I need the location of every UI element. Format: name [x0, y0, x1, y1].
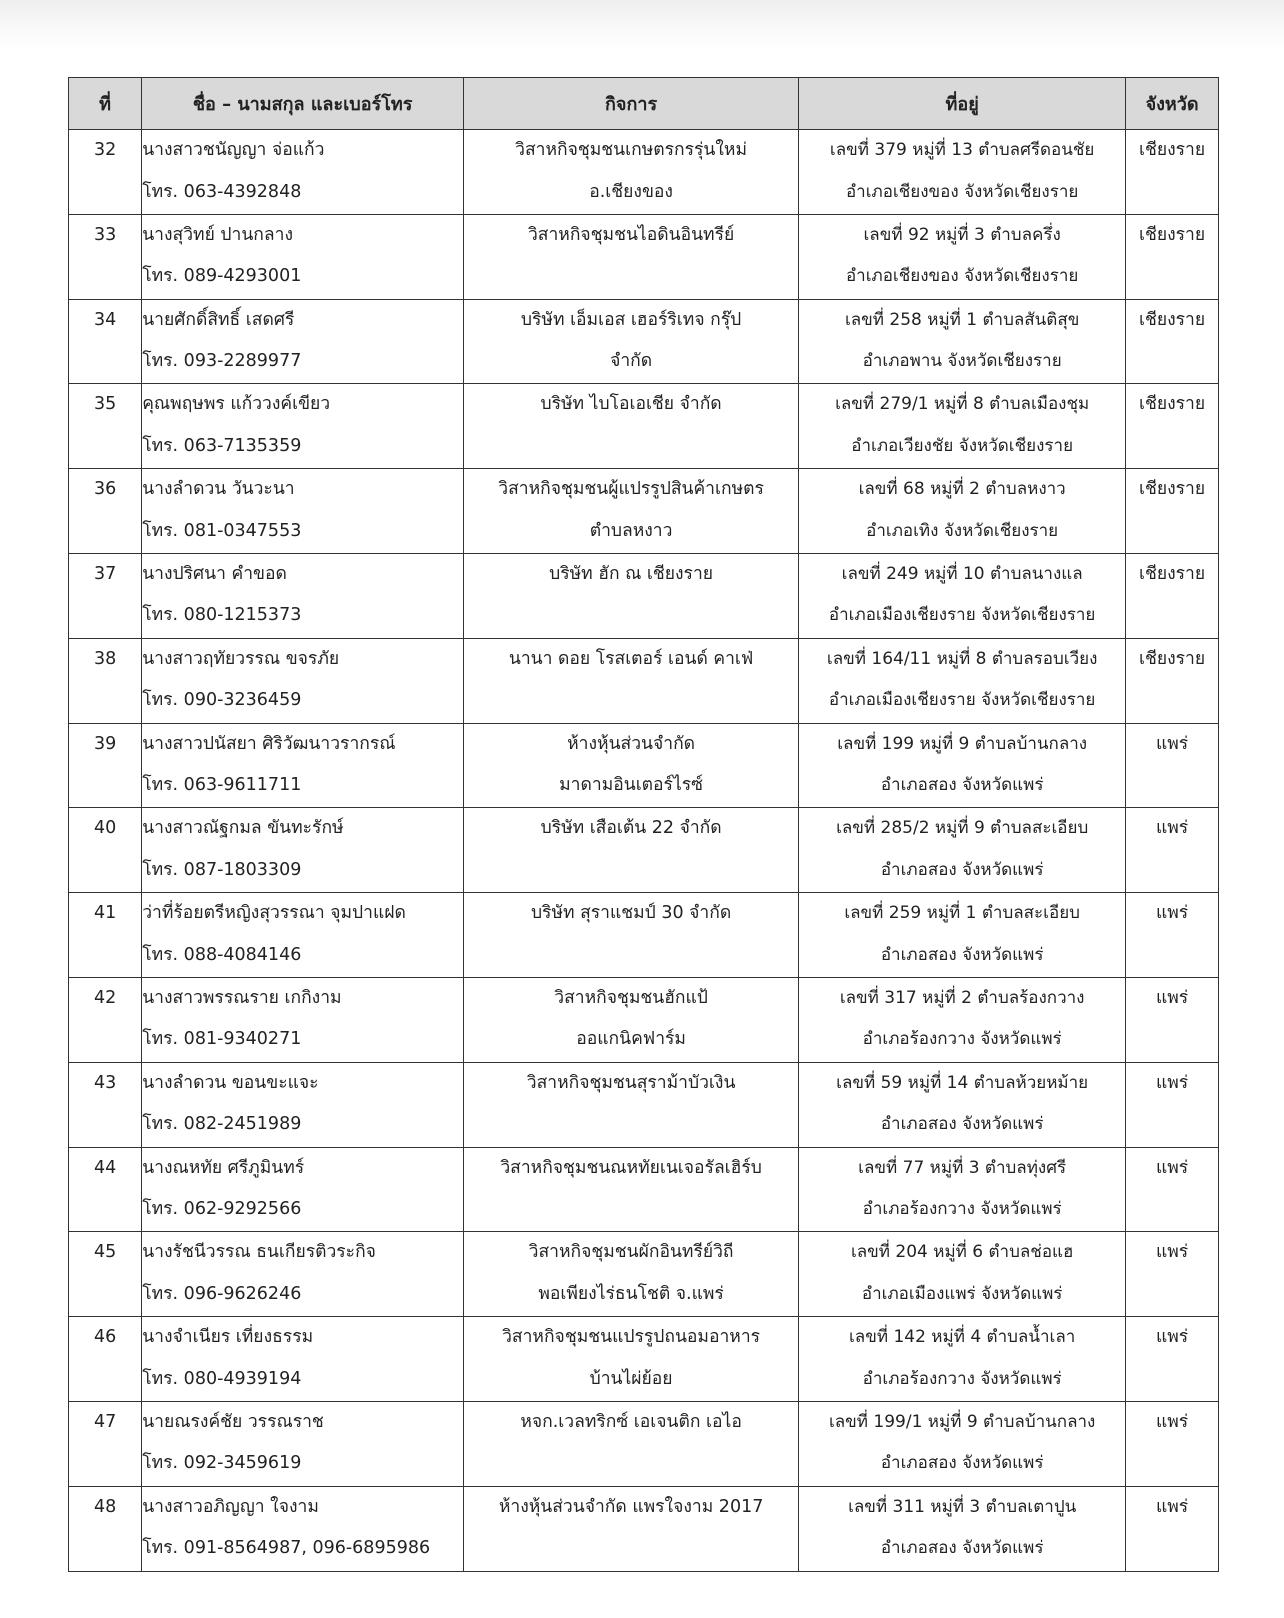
business-line-1: บริษัท เอ็มเอส เฮอร์ริเทจ กรุ๊ป	[520, 309, 742, 330]
row-number: 42	[93, 987, 117, 1008]
person-phone: โทร. 096-9626246	[142, 1283, 302, 1304]
cell-name	[142, 553, 464, 638]
business-line-2: ตำบลหงาว	[589, 520, 673, 541]
cell-business	[464, 214, 799, 299]
address-line-2: อำเภอสอง จังหวัดแพร่	[880, 1538, 1044, 1559]
table-row	[69, 893, 1219, 978]
address-line-1: เลขที่ 92 หมู่ที่ 3 ตำบลครึ่ง	[863, 224, 1061, 245]
cell-business	[464, 130, 799, 215]
province-name: เชียงราย	[1138, 140, 1206, 160]
business-line-2	[464, 426, 798, 468]
cell-name	[142, 299, 464, 384]
cell-address	[799, 638, 1126, 723]
cell-province	[1126, 1486, 1219, 1571]
cell-name	[142, 130, 464, 215]
person-name: นางปริศนา คำขอด	[142, 563, 287, 584]
cell-address	[799, 299, 1126, 384]
person-name: นางลำดวน ขอนขะแจะ	[142, 1072, 319, 1093]
person-name: นางสาวฤทัยวรรณ ขจรภัย	[142, 648, 340, 669]
cell-name	[142, 723, 464, 808]
address-line-1: เลขที่ 59 หมู่ที่ 14 ตำบลห้วยหม้าย	[836, 1072, 1089, 1093]
province-name: เชียงราย	[1138, 309, 1206, 330]
business-line-2: อ.เชียงของ	[589, 181, 673, 202]
table-row	[69, 130, 1219, 215]
address-line-2: อำเภอเวียงชัย จังหวัดเชียงราย	[851, 435, 1074, 456]
address-line-1: เลขที่ 204 หมู่ที่ 6 ตำบลช่อแฮ	[850, 1242, 1074, 1263]
table-row	[69, 1317, 1219, 1402]
address-line-1: เลขที่ 249 หมู่ที่ 10 ตำบลนางแล	[841, 563, 1083, 584]
cell-address	[799, 469, 1126, 554]
row-number: 48	[93, 1496, 117, 1517]
person-name: นางสุวิทย์ ปานกลาง	[142, 224, 294, 245]
business-line-1: วิสาหกิจชุมชนแปรรูปถนอมอาหาร	[502, 1327, 761, 1348]
row-number: 44	[93, 1157, 117, 1178]
cell-business	[464, 384, 799, 469]
cell-business	[464, 1401, 799, 1486]
business-line-2: จำกัด	[610, 351, 653, 372]
business-line-1: ห้างหุ้นส่วนจำกัด	[567, 733, 696, 754]
cell-business	[464, 553, 799, 638]
person-phone: โทร. 063-4392848	[142, 181, 302, 202]
cell-business	[464, 1317, 799, 1402]
cell-address	[799, 723, 1126, 808]
person-name: นายศักดิ์สิทธิ์ เสดศรี	[142, 309, 295, 330]
row-number: 46	[93, 1327, 117, 1348]
business-line-2	[464, 595, 798, 637]
business-line-2: มาดามอินเตอร์ไรซ์	[559, 775, 704, 796]
business-line-1: นานา ดอย โรสเตอร์ เอนด์ คาเฟ่	[508, 648, 754, 669]
cell-name	[142, 977, 464, 1062]
person-phone: โทร. 082-2451989	[142, 1114, 302, 1135]
row-number: 45	[93, 1242, 117, 1263]
person-phone: โทร. 091-8564987, 096-6895986	[142, 1538, 431, 1559]
row-number: 47	[93, 1411, 117, 1432]
row-number: 41	[93, 903, 117, 924]
address-line-1: เลขที่ 279/1 หมู่ที่ 8 ตำบลเมืองชุม	[835, 394, 1090, 415]
address-line-2: อำเภอเทิง จังหวัดเชียงราย	[866, 520, 1059, 541]
table-header-row	[69, 78, 1219, 130]
cell-province	[1126, 893, 1219, 978]
business-line-1: วิสาหกิจชุมชนผักอินทรีย์วิถี	[528, 1242, 734, 1263]
cell-business	[464, 299, 799, 384]
cell-name	[142, 384, 464, 469]
table-row	[69, 1486, 1219, 1571]
person-phone: โทร. 081-9340271	[142, 1029, 302, 1050]
cell-name	[142, 1486, 464, 1571]
address-line-1: เลขที่ 199/1 หมู่ที่ 9 ตำบลบ้านกลาง	[828, 1411, 1096, 1432]
cell-province	[1126, 1317, 1219, 1402]
person-name: นางณหทัย ศรีภูมินทร์	[142, 1157, 305, 1178]
province-name: แพร่	[1155, 1496, 1189, 1517]
business-line-2	[464, 1528, 798, 1570]
table-row	[69, 384, 1219, 469]
cell-no	[69, 723, 142, 808]
table-row	[69, 553, 1219, 638]
cell-address	[799, 553, 1126, 638]
table-row	[69, 469, 1219, 554]
cell-no	[69, 977, 142, 1062]
cell-name	[142, 808, 464, 893]
cell-no	[69, 808, 142, 893]
address-line-2: อำเภอสอง จังหวัดแพร่	[880, 1114, 1044, 1135]
province-name: แพร่	[1155, 818, 1189, 839]
province-name: แพร่	[1155, 1411, 1189, 1432]
table-body	[69, 130, 1219, 1572]
cell-address	[799, 130, 1126, 215]
cell-business	[464, 1147, 799, 1232]
cell-province	[1126, 638, 1219, 723]
cell-no	[69, 893, 142, 978]
table-row	[69, 214, 1219, 299]
table-row	[69, 299, 1219, 384]
person-name: นางจำเนียร เที่ยงธรรม	[142, 1327, 314, 1348]
cell-no	[69, 1486, 142, 1571]
business-line-1: วิสาหกิจชุมชนไอดินอินทรีย์	[527, 224, 735, 245]
row-number: 43	[93, 1072, 117, 1093]
person-phone: โทร. 093-2289977	[142, 351, 302, 372]
cell-name	[142, 1401, 464, 1486]
cell-business	[464, 469, 799, 554]
cell-province	[1126, 214, 1219, 299]
registry-table	[68, 77, 1219, 1572]
cell-name	[142, 638, 464, 723]
person-phone: โทร. 092-3459619	[142, 1453, 302, 1474]
person-phone: โทร. 090-3236459	[142, 690, 302, 711]
province-name: เชียงราย	[1138, 479, 1206, 500]
row-number: 32	[93, 140, 117, 160]
cell-address	[799, 1062, 1126, 1147]
cell-no	[69, 299, 142, 384]
header-name: ชื่อ – นามสกุล และเบอร์โทร	[142, 78, 464, 130]
cell-name	[142, 893, 464, 978]
person-phone: โทร. 080-1215373	[142, 605, 302, 626]
cell-province	[1126, 1147, 1219, 1232]
cell-name	[142, 1062, 464, 1147]
person-phone: โทร. 081-0347553	[142, 520, 302, 541]
person-phone: โทร. 062-9292566	[142, 1199, 302, 1220]
business-line-2	[464, 680, 798, 722]
address-line-1: เลขที่ 199 หมู่ที่ 9 ตำบลบ้านกลาง	[837, 733, 1088, 754]
cell-address	[799, 384, 1126, 469]
address-line-1: เลขที่ 285/2 หมู่ที่ 9 ตำบลสะเอียบ	[836, 818, 1089, 839]
business-line-2	[464, 1443, 798, 1485]
person-name: นายณรงค์ชัย วรรณราช	[142, 1411, 324, 1432]
row-number: 34	[93, 309, 117, 330]
address-line-2: อำเภอเชียงของ จังหวัดเชียงราย	[845, 181, 1079, 202]
person-phone: โทร. 063-7135359	[142, 435, 302, 456]
table-row	[69, 1147, 1219, 1232]
cell-name	[142, 214, 464, 299]
table-row	[69, 1062, 1219, 1147]
cell-business	[464, 1486, 799, 1571]
cell-province	[1126, 723, 1219, 808]
address-line-1: เลขที่ 258 หมู่ที่ 1 ตำบลสันติสุข	[844, 309, 1080, 330]
header-business: กิจการ	[464, 78, 799, 130]
cell-address	[799, 1486, 1126, 1571]
province-name: แพร่	[1155, 1072, 1189, 1093]
business-line-1: วิสาหกิจชุมชนผู้แปรรูปสินค้าเกษตร	[498, 479, 764, 500]
cell-address	[799, 808, 1126, 893]
table-row	[69, 1401, 1219, 1486]
business-line-1: บริษัท ฮัก ณ เชียงราย	[549, 563, 714, 584]
business-line-1: วิสาหกิจชุมชนเกษตรกรรุ่นใหม่	[515, 140, 747, 160]
cell-address	[799, 1317, 1126, 1402]
table-row	[69, 808, 1219, 893]
cell-no	[69, 469, 142, 554]
row-number: 37	[93, 563, 117, 584]
address-line-1: เลขที่ 259 หมู่ที่ 1 ตำบลสะเอียบ	[844, 903, 1080, 924]
address-line-2: อำเภอเมืองเชียงราย จังหวัดเชียงราย	[828, 690, 1096, 711]
cell-no	[69, 1401, 142, 1486]
address-line-1: เลขที่ 142 หมู่ที่ 4 ตำบลน้ำเลา	[849, 1327, 1076, 1348]
cell-address	[799, 1232, 1126, 1317]
row-number: 36	[93, 479, 117, 500]
person-name: นางสาวณัฐกมล ขันทะรักษ์	[142, 818, 344, 839]
table-row	[69, 723, 1219, 808]
header-address: ที่อยู่	[799, 78, 1126, 130]
cell-province	[1126, 469, 1219, 554]
business-line-2	[464, 935, 798, 977]
business-line-2: บ้านไผ่ย้อย	[589, 1368, 673, 1389]
address-line-2: อำเภอเมืองแพร่ จังหวัดแพร่	[861, 1283, 1063, 1304]
top-shadow	[0, 0, 1284, 50]
person-phone: โทร. 063-9611711	[142, 775, 302, 796]
address-line-2: อำเภอสอง จังหวัดแพร่	[880, 1453, 1044, 1474]
cell-no	[69, 384, 142, 469]
address-line-1: เลขที่ 311 หมู่ที่ 3 ตำบลเตาปูน	[848, 1496, 1077, 1517]
address-line-2: อำเภอพาน จังหวัดเชียงราย	[862, 351, 1062, 372]
person-phone: โทร. 080-4939194	[142, 1368, 302, 1389]
cell-no	[69, 130, 142, 215]
address-line-1: เลขที่ 317 หมู่ที่ 2 ตำบลร้องกวาง	[839, 987, 1085, 1008]
cell-province	[1126, 977, 1219, 1062]
cell-province	[1126, 1062, 1219, 1147]
person-name: นางลำดวน วันวะนา	[142, 479, 295, 500]
business-line-2	[464, 256, 798, 298]
cell-province	[1126, 1401, 1219, 1486]
table-row	[69, 977, 1219, 1062]
person-phone: โทร. 087-1803309	[142, 859, 302, 880]
business-line-2	[464, 850, 798, 892]
row-number: 39	[93, 733, 117, 754]
cell-business	[464, 638, 799, 723]
cell-name	[142, 1147, 464, 1232]
business-line-1: วิสาหกิจชุมชนฮักแป้	[554, 987, 708, 1008]
address-line-2: อำเภอสอง จังหวัดแพร่	[880, 859, 1044, 880]
business-line-1: วิสาหกิจชุมชนสุราม้าบัวเงิน	[526, 1072, 736, 1093]
address-line-2: อำเภอร้องกวาง จังหวัดแพร่	[862, 1199, 1062, 1220]
cell-address	[799, 893, 1126, 978]
row-number: 35	[93, 394, 117, 415]
address-line-1: เลขที่ 68 หมู่ที่ 2 ตำบลหงาว	[858, 479, 1066, 500]
cell-address	[799, 977, 1126, 1062]
cell-business	[464, 1232, 799, 1317]
cell-no	[69, 214, 142, 299]
cell-name	[142, 1317, 464, 1402]
province-name: แพร่	[1155, 1157, 1189, 1178]
province-name: เชียงราย	[1138, 563, 1206, 584]
address-line-2: อำเภอสอง จังหวัดแพร่	[880, 775, 1044, 796]
person-name: นางสาวอภิญญา ใจงาม	[142, 1496, 319, 1517]
cell-province	[1126, 384, 1219, 469]
person-name: คุณพฤษพร แก้ววงค์เขียว	[142, 394, 331, 415]
header-no: ที่	[69, 78, 142, 130]
table-row	[69, 638, 1219, 723]
business-line-1: ห้างหุ้นส่วนจำกัด แพรใจงาม 2017	[498, 1496, 764, 1517]
person-name: นางสาวปนัสยา ศิริวัฒนาวรากรณ์	[142, 733, 396, 754]
person-phone: โทร. 088-4084146	[142, 944, 302, 965]
cell-province	[1126, 553, 1219, 638]
business-line-1: หจก.เวลทริกซ์ เอเจนติก เอไอ	[520, 1411, 742, 1432]
cell-no	[69, 638, 142, 723]
province-name: เชียงราย	[1138, 648, 1206, 669]
province-name: เชียงราย	[1138, 224, 1206, 245]
business-line-1: วิสาหกิจชุมชนณหทัยเนเจอรัลเฮิร์บ	[500, 1157, 762, 1178]
province-name: เชียงราย	[1138, 394, 1206, 415]
row-number: 33	[93, 224, 117, 245]
cell-no	[69, 1147, 142, 1232]
cell-business	[464, 1062, 799, 1147]
address-line-2: อำเภอสอง จังหวัดแพร่	[880, 944, 1044, 965]
cell-province	[1126, 299, 1219, 384]
cell-business	[464, 808, 799, 893]
cell-address	[799, 214, 1126, 299]
person-phone: โทร. 089-4293001	[142, 266, 302, 287]
cell-province	[1126, 1232, 1219, 1317]
person-name: ว่าที่ร้อยตรีหญิงสุวรรณา จุมปาแฝด	[142, 903, 406, 924]
cell-no	[69, 1232, 142, 1317]
cell-business	[464, 723, 799, 808]
row-number: 40	[93, 818, 117, 839]
business-line-2	[464, 1104, 798, 1146]
address-line-1: เลขที่ 164/11 หมู่ที่ 8 ตำบลรอบเวียง	[826, 648, 1098, 669]
cell-name	[142, 1232, 464, 1317]
province-name: แพร่	[1155, 903, 1189, 924]
business-line-1: บริษัท เสือเต้น 22 จำกัด	[540, 818, 722, 839]
province-name: แพร่	[1155, 733, 1189, 754]
person-name: นางสาวชนัญญา จ่อแก้ว	[142, 140, 325, 160]
address-line-2: อำเภอเมืองเชียงราย จังหวัดเชียงราย	[828, 605, 1096, 626]
province-name: แพร่	[1155, 1242, 1189, 1263]
address-line-1: เลขที่ 379 หมู่ที่ 13 ตำบลศรีดอนชัย	[829, 140, 1095, 160]
province-name: แพร่	[1155, 1327, 1189, 1348]
business-line-2: พอเพียงไร่ธนโชติ จ.แพร่	[538, 1283, 724, 1304]
header-province: จังหวัด	[1126, 78, 1219, 130]
address-line-2: อำเภอร้องกวาง จังหวัดแพร่	[862, 1029, 1062, 1050]
business-line-1: บริษัท สุราแชมป์ 30 จำกัด	[530, 903, 732, 924]
province-name: แพร่	[1155, 987, 1189, 1008]
cell-address	[799, 1401, 1126, 1486]
cell-province	[1126, 130, 1219, 215]
business-line-2	[464, 1189, 798, 1231]
table-row	[69, 1232, 1219, 1317]
business-line-1: บริษัท ไบโอเอเชีย จำกัด	[540, 394, 722, 415]
address-line-1: เลขที่ 77 หมู่ที่ 3 ตำบลทุ่งศรี	[858, 1157, 1067, 1178]
business-line-2: ออแกนิคฟาร์ม	[576, 1029, 686, 1050]
person-name: นางสาวพรรณราย เกกิงาม	[142, 987, 342, 1008]
cell-no	[69, 1062, 142, 1147]
cell-name	[142, 469, 464, 554]
cell-province	[1126, 808, 1219, 893]
cell-no	[69, 553, 142, 638]
cell-address	[799, 1147, 1126, 1232]
address-line-2: อำเภอร้องกวาง จังหวัดแพร่	[862, 1368, 1062, 1389]
cell-business	[464, 977, 799, 1062]
row-number: 38	[93, 648, 117, 669]
cell-business	[464, 893, 799, 978]
person-name: นางรัชนีวรรณ ธนเกียรติวระกิจ	[142, 1242, 376, 1263]
cell-no	[69, 1317, 142, 1402]
address-line-2: อำเภอเชียงของ จังหวัดเชียงราย	[845, 266, 1079, 287]
